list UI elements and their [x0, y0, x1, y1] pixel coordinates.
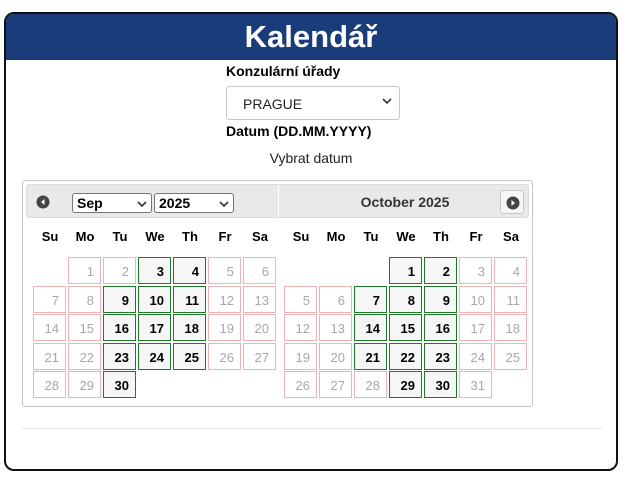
date-label: Datum (DD.MM.YYYY) — [226, 123, 372, 139]
weekday-header: Fr — [218, 229, 232, 244]
unavailable-day: 22 — [68, 343, 101, 370]
next-arrow-icon — [506, 196, 520, 210]
year-select-value: 2025 — [159, 195, 191, 211]
weekday-header: Tu — [112, 229, 128, 244]
unavailable-day: 31 — [459, 371, 492, 398]
available-day[interactable]: 23 — [103, 343, 136, 370]
unavailable-day: 2 — [103, 257, 136, 284]
available-day[interactable]: 29 — [389, 371, 422, 398]
unavailable-day: 4 — [494, 257, 527, 284]
consulate-label: Konzulární úřady — [226, 63, 341, 79]
available-day[interactable]: 18 — [173, 314, 206, 341]
unavailable-day: 13 — [319, 314, 352, 341]
available-day[interactable]: 8 — [389, 286, 422, 313]
unavailable-day: 18 — [494, 314, 527, 341]
unavailable-day: 21 — [33, 343, 66, 370]
weekday-header: Sa — [503, 229, 519, 244]
calendar-panel — [4, 12, 618, 471]
unavailable-day: 27 — [319, 371, 352, 398]
prev-arrow-icon — [36, 195, 50, 209]
unavailable-day: 12 — [208, 286, 241, 313]
unavailable-day: 27 — [243, 343, 276, 370]
datepicker — [22, 180, 533, 407]
unavailable-day: 20 — [243, 314, 276, 341]
unavailable-day: 29 — [68, 371, 101, 398]
weekday-header: We — [145, 229, 165, 244]
available-day[interactable]: 1 — [389, 257, 422, 284]
unavailable-day: 13 — [243, 286, 276, 313]
weekday-header: Su — [41, 229, 59, 244]
unavailable-day: 15 — [68, 314, 101, 341]
available-day[interactable]: 22 — [389, 343, 422, 370]
consulate-select-value: PRAGUE — [243, 96, 303, 112]
unavailable-day: 20 — [319, 343, 352, 370]
available-day[interactable]: 16 — [424, 314, 457, 341]
available-day[interactable]: 2 — [424, 257, 457, 284]
unavailable-day: 26 — [208, 343, 241, 370]
unavailable-day: 3 — [459, 257, 492, 284]
next-month-button[interactable] — [500, 190, 524, 214]
weekday-header: Th — [182, 229, 198, 244]
weekday-header: We — [396, 229, 416, 244]
page-title: Kalendář — [6, 14, 616, 60]
available-day[interactable]: 9 — [103, 286, 136, 313]
month-select-value: Sep — [77, 195, 103, 211]
available-day[interactable]: 25 — [173, 343, 206, 370]
chevron-down-icon — [219, 199, 229, 209]
chevron-down-icon — [381, 95, 393, 107]
weekday-header: Su — [292, 229, 310, 244]
available-day[interactable]: 24 — [138, 343, 171, 370]
bottom-divider — [22, 428, 602, 429]
unavailable-day: 28 — [33, 371, 66, 398]
unavailable-day: 25 — [494, 343, 527, 370]
year-select[interactable] — [154, 193, 234, 213]
unavailable-day: 5 — [284, 286, 317, 313]
weekday-header: Mo — [326, 229, 346, 244]
available-day[interactable]: 15 — [389, 314, 422, 341]
unavailable-day: 5 — [208, 257, 241, 284]
available-day[interactable]: 7 — [354, 286, 387, 313]
header-divider — [278, 185, 279, 217]
unavailable-day: 8 — [68, 286, 101, 313]
weekday-header: Fr — [469, 229, 483, 244]
unavailable-day: 6 — [319, 286, 352, 313]
available-day[interactable]: 4 — [173, 257, 206, 284]
unavailable-day: 14 — [33, 314, 66, 341]
unavailable-day: 1 — [68, 257, 101, 284]
chevron-down-icon — [137, 199, 147, 209]
unavailable-day: 19 — [284, 343, 317, 370]
weekday-header: Th — [433, 229, 449, 244]
available-day[interactable]: 30 — [103, 371, 136, 398]
weekday-header: Mo — [75, 229, 95, 244]
weekday-header: Tu — [363, 229, 379, 244]
available-day[interactable]: 23 — [424, 343, 457, 370]
available-day[interactable]: 21 — [354, 343, 387, 370]
unavailable-day: 24 — [459, 343, 492, 370]
available-day[interactable]: 9 — [424, 286, 457, 313]
available-day[interactable]: 14 — [354, 314, 387, 341]
month-select[interactable] — [72, 193, 152, 213]
unavailable-day: 10 — [459, 286, 492, 313]
available-day[interactable]: 3 — [138, 257, 171, 284]
consulate-select[interactable] — [226, 86, 400, 120]
available-day[interactable]: 30 — [424, 371, 457, 398]
available-day[interactable]: 17 — [138, 314, 171, 341]
prev-month-button[interactable] — [31, 190, 55, 214]
unavailable-day: 28 — [354, 371, 387, 398]
unavailable-day: 11 — [494, 286, 527, 313]
unavailable-day: 17 — [459, 314, 492, 341]
datepicker-header — [26, 184, 529, 218]
unavailable-day: 26 — [284, 371, 317, 398]
unavailable-day: 12 — [284, 314, 317, 341]
weekday-header: Sa — [252, 229, 268, 244]
unavailable-day: 19 — [208, 314, 241, 341]
available-day[interactable]: 10 — [138, 286, 171, 313]
pick-date-label: Vybrat datum — [269, 150, 353, 166]
available-day[interactable]: 11 — [173, 286, 206, 313]
unavailable-day: 7 — [33, 286, 66, 313]
available-day[interactable]: 16 — [103, 314, 136, 341]
unavailable-day: 6 — [243, 257, 276, 284]
second-month-title: October 2025 — [360, 194, 450, 210]
